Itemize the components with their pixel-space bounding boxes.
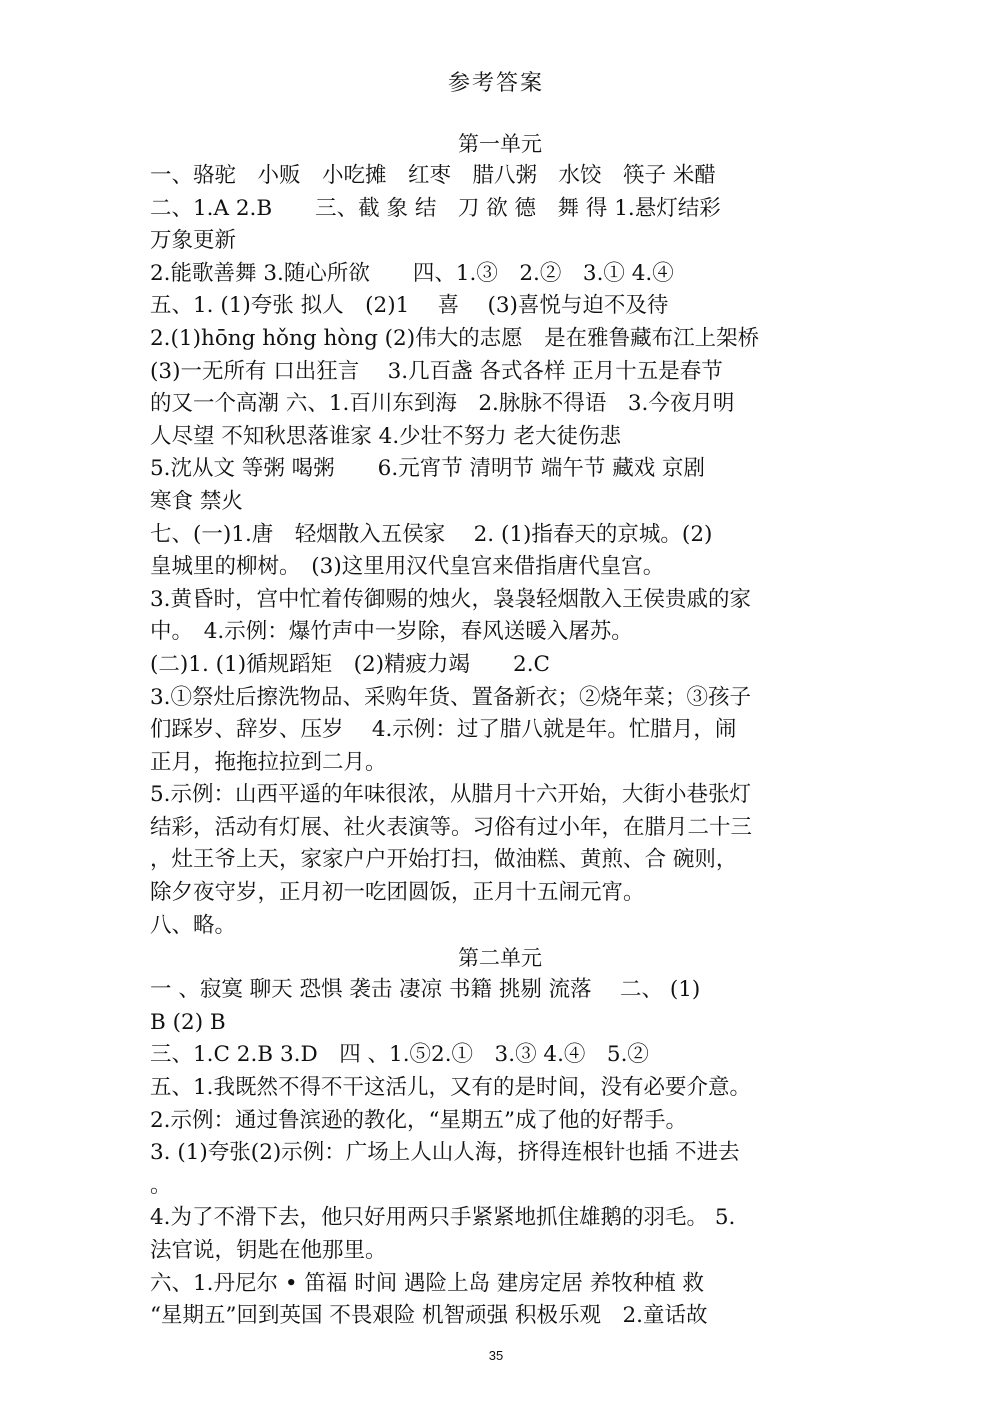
text-line: ，灶王爷上天，家家户户开始打扫，做油糕、黄煎、合 碗则， [150,847,738,873]
text-line: 5.示例：山西平遥的年味很浓，从腊月十六开始，大街小巷张灯 [150,782,752,808]
text-line: (二)1. (1)循规蹈矩 (2)精疲力竭 2.C [150,651,550,677]
text-line: 八、略。 [150,912,237,938]
text-line: 5.沈从文 等粥 喝粥 6.元宵节 清明节 端午节 藏戏 京剧 [150,456,706,482]
text-line: 中。 4.示例：爆竹声中一岁除，春风送暖入屠苏。 [150,619,633,645]
text-line: 。 [150,1172,172,1198]
text-line: 七、(一)1.唐 轻烟散入五侯家 2. (1)指春天的京城。(2) [150,521,713,547]
section-unit-1 [150,128,850,942]
section-heading: 第二单元 [458,946,542,971]
text-line: 三、1.C 2.B 3.D 四 、1.⑤2.① 3.③ 4.④ 5.② [150,1042,649,1068]
text-line: 结彩，活动有灯展、社火表演等。习俗有过小年，在腊月二十三 [150,814,753,840]
text-line: 正月，拖拖拉拉到二月。 [150,749,387,775]
text-line: 4.为了不滑下去，他只好用两只手紧紧地抓住雄鹅的羽毛。 5. [150,1205,736,1231]
text-line: 除夕夜守岁，正月初一吃团圆饭，正月十五闹元宵。 [150,880,645,906]
text-line: 万象更新 [150,228,237,254]
text-line: 五、1. (1)夸张 拟人 (2)1 喜 (3)喜悦与迫不及待 [150,293,669,319]
text-line: 法官说，钥匙在他那里。 [150,1238,387,1263]
text-line: 3.①祭灶后擦洗物品、采购年货、置备新衣；②烧年菜；③孩子 [150,684,752,710]
text-line: 2.(1)hōng hǒng hòng (2)伟大的志愿 是在雅鲁藏布江上架桥 [150,325,760,351]
text-line: 寒食 禁火 [150,488,243,514]
text-line: 二、1.A 2.B 三、截 象 结 刀 欲 德 舞 得 1.悬灯结彩 [150,195,721,221]
section-heading: 第一单元 [458,132,542,156]
text-line: 2.示例：通过鲁滨逊的教化，“星期五”成了他的好帮手。 [150,1107,687,1133]
answer-content [150,128,850,1333]
page-title: 参考答案 [447,71,544,96]
text-line: 人尽望 不知秋思落谁家 4.少壮不努力 老大徒伤悲 [150,423,622,449]
text-line: 3.黄昏时，宫中忙着传御赐的烛火，袅袅轻烟散入王侯贵戚的家 [150,586,752,612]
text-line: B (2) B [150,1009,226,1035]
section-unit-2 [150,942,850,1333]
text-line: 五、1.我既然不得不干这活儿，又有的是时间，没有必要介意。 [150,1075,752,1101]
text-line: 一、骆驼 小贩 小吃摊 红枣 腊八粥 水饺 筷子 米醋 [150,163,716,188]
text-line: 2.能歌善舞 3.随心所欲 四、1.③ 2.② 3.① 4.④ [150,260,674,286]
text-line: 3. (1)夸张(2)示例：广场上人山人海，挤得连根针也插 不进去 [150,1140,740,1166]
text-line: (3)一无所有 口出狂言 3.几百盏 各式各样 正月十五是春节 [150,358,723,384]
text-line: “星期五”回到英国 不畏艰险 机智顽强 积极乐观 2.童话故 [150,1303,708,1329]
text-line: 六、1.丹尼尔 • 笛福 时间 遇险上岛 建房定居 养牧种植 救 [150,1270,705,1296]
text-line: 一 、寂寞 聊天 恐惧 袭击 凄凉 书籍 挑剔 流落 二、 (1) [150,977,701,1003]
page-number: 35 [488,1348,504,1363]
text-line: 皇城里的柳树。 (3)这里用汉代皇宫来借指唐代皇宫。 [150,554,665,580]
text-line: 们踩岁、辞岁、压岁 4.示例：过了腊八就是年。忙腊月，闹 [150,717,737,743]
text-line: 的又一个高潮 六、1.百川东到海 2.脉脉不得语 3.今夜月明 [150,391,735,417]
